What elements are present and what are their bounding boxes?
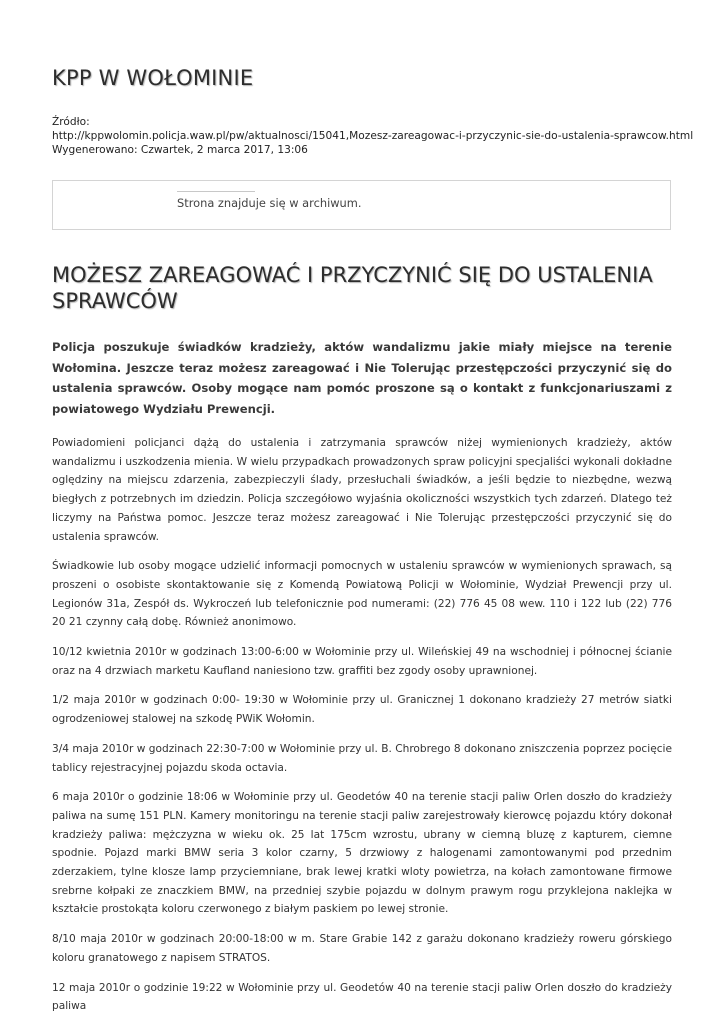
article-paragraph: 1/2 maja 2010r w godzinach 0:00- 19:30 w Wołominie przy ul. Granicznej 1 dokonano kradzieży 27 metrów siatki ogrodzeniowej stalowej na szkodę PWiK Wołomin. — [52, 694, 672, 726]
article-title: MOŻESZ ZAREAGOWAĆ I PRZYCZYNIĆ SIĘ DO USTALENIA SPRAWCÓW — [52, 263, 653, 313]
article-paragraph: 3/4 maja 2010r w godzinach 22:30-7:00 w Wołominie przy ul. B. Chrobrego 8 dokonano zniszczenia poprzez pocięcie tablicy rejestracyjnej pojazdu skoda octavia. — [52, 742, 672, 774]
archive-notice-text: Strona znajduje się w archiwum. — [177, 196, 362, 210]
article-lead: Policja poszukuje świadków kradzieży, aktów wandalizmu jakie miały miejsce na terenie Wołomina. Jeszcze teraz możesz zareagować i Nie Tolerując przestępczości przyczynić się do ustalenia sprawców. Osoby mogące nam pomóc proszone są o kontakt z funkcjonariuszami z powiatowego Wydziału Prewencji. — [52, 340, 672, 416]
generated-date: Wygenerowano: Czwartek, 2 marca 2017, 13:06 — [52, 144, 308, 156]
article-paragraph: 10/12 kwietnia 2010r w godzinach 13:00-6:00 w Wołominie przy ul. Wileńskiej 49 na wschodniej i północnej ścianie oraz na 4 drzwiach marketu Kaufland naniesiono tzw. graffiti bez zgody osoby uprawnionej. — [52, 646, 672, 677]
article-paragraph: 8/10 maja 2010r w godzinach 20:00-18:00 w m. Stare Grabie 142 z garażu dokonano kradzieży roweru górskiego koloru granatowego z napisem STRATOS. — [52, 933, 672, 964]
article-paragraph: 12 maja 2010r o godzinie 19:22 w Wołominie przy ul. Geodetów 40 na terenie stacji paliw Orlen doszło do kradzieży paliwa — [52, 981, 672, 1013]
article-paragraph: Świadkowie lub osoby mogące udzielić informacji pomocnych w ustaleniu sprawców w wymienionych sprawach, są proszeni o osobiste skontaktowanie się z Komendą Powiatową Policji w Wołominie, Wydział Prewencji przy ul. Legionów 31a, Zespół ds. Wykroczeń lub telefonicznie pod numerami: (22) 776 45 08 wew. 110 i 122 lub (22) 776 20 21 czynny całą dobę. Również anonimowo. — [52, 560, 672, 629]
article-body — [52, 434, 672, 1027]
site-title: KPP W WOŁOMINIE — [52, 66, 254, 90]
archive-notice-box — [52, 180, 671, 230]
article-paragraph: Powiadomieni policjanci dążą do ustalenia i zatrzymania sprawców niżej wymienionych kradzieży, aktów wandalizmu i uszkodzenia mienia. W wielu przypadkach prowadzonych spraw policyjni specjaliści wykonali dokładne oględziny na miejscu zdarzenia, zabezpieczyli ślady, przesłuchali świadków, a jeśli będzie to niezbędne, wezwą biegłych z potrzebnych im dziedzin. Policja szczegółowo wyjaśnia okoliczności wszystkich tych zdarzeń. Dlatego też liczymy na Państwa pomoc. Jeszcze teraz możesz zareagować i Nie Tolerując przestępczości przyczynić się do ustalenia sprawców. — [52, 437, 672, 543]
source-url[interactable]: http://kppwolomin.policja.waw.pl/pw/aktualnosci/15041,Mozesz-zareagowac-i-przyczynic-sie-do-ustalenia-sprawcow.html — [52, 130, 694, 142]
article-paragraph: 6 maja 2010r o godzinie 18:06 w Wołominie przy ul. Geodetów 40 na terenie stacji paliw Orlen doszło do kradzieży paliwa na sumę 151 PLN. Kamery monitoringu na terenie stacji paliw zarejestrowały kierowcę pojazdu który dokonał kradzieży paliwa: mężczyzna w wieku ok. 25 lat 175cm wzrostu, ubrany w ciemną bluzę z kapturem, ciemne spodnie. Pojazd marki BMW seria 3 kolor czarny, 5 drzwiowy z halogenami zamontowanymi pod przednim zderzakiem, tylne klosze lamp przyciemniane, brak lewej kratki wloty powietrza, na kołach zamontowane firmowe srebrne kołpaki ze znaczkiem BMW, na przedniej szybie pojazdu w dolnym prawym rogu przyklejona naklejka w kształcie prostokąta koloru czerwonego z białym paskiem po lewej stronie. — [52, 791, 672, 916]
source-info — [52, 115, 692, 157]
source-label: Źródło: — [52, 116, 90, 128]
archive-divider — [177, 191, 255, 192]
